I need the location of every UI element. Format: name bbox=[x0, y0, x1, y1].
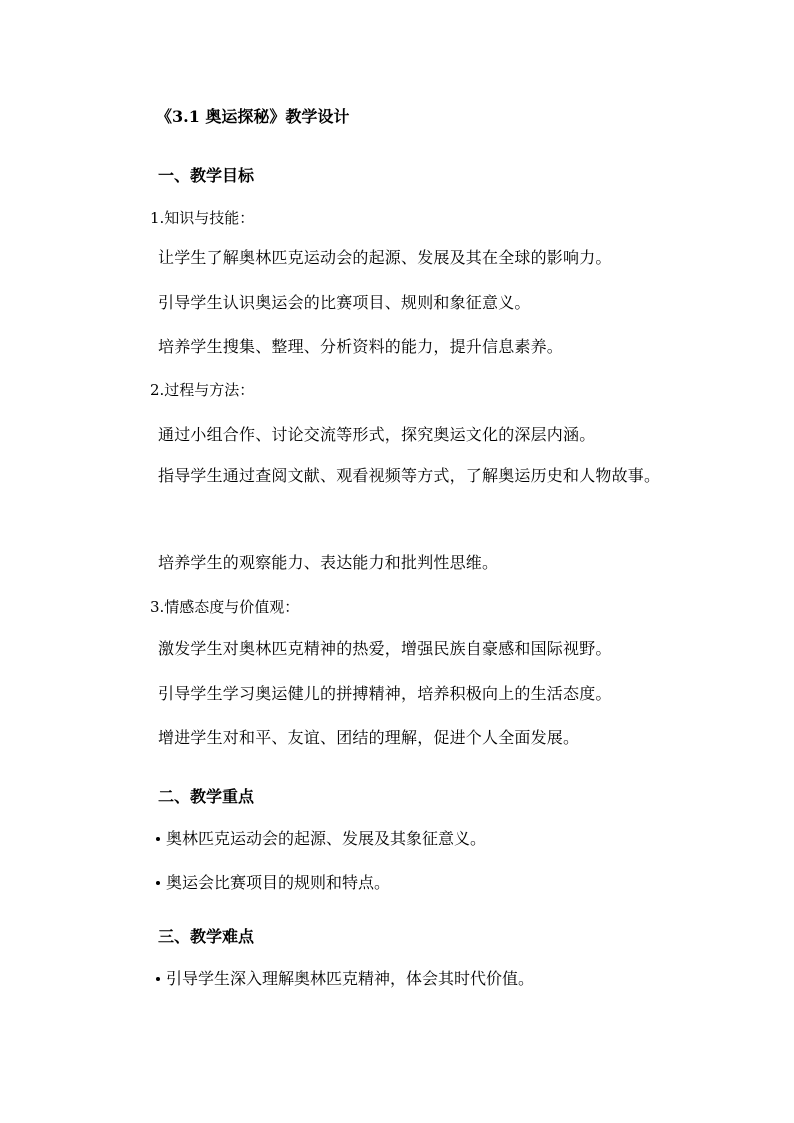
bullet-icon bbox=[156, 881, 160, 885]
subheading-knowledge-skills: 1.知识与技能： bbox=[150, 209, 255, 227]
document-title: 《3.1 奥运探秘》教学设计 bbox=[156, 107, 350, 126]
list-item-text: 引导学生深入理解奥林匹克精神，体会其时代价值。 bbox=[166, 969, 535, 988]
paragraph: 引导学生认识奥运会的比赛项目、规则和象征意义。 bbox=[158, 293, 531, 312]
list-item bbox=[156, 870, 390, 893]
paragraph: 通过小组合作、讨论交流等形式，探究奥运文化的深层内涵。 bbox=[158, 425, 596, 444]
list-item-text: 奥林匹克运动会的起源、发展及其象征意义。 bbox=[166, 829, 487, 848]
section-heading-objectives: 一、教学目标 bbox=[158, 166, 255, 185]
section-heading-difficulties: 三、教学难点 bbox=[158, 927, 255, 946]
subheading-process-methods: 2.过程与方法： bbox=[150, 381, 255, 399]
list-item bbox=[156, 826, 486, 849]
bullet-icon bbox=[156, 837, 160, 841]
bullet-icon bbox=[156, 977, 160, 981]
paragraph: 引导学生学习奥运健儿的拼搏精神，培养积极向上的生活态度。 bbox=[158, 684, 612, 703]
section-heading-key-points: 二、教学重点 bbox=[158, 787, 255, 806]
paragraph: 增进学生对和平、友谊、团结的理解，促进个人全面发展。 bbox=[158, 728, 580, 747]
list-item bbox=[156, 966, 534, 989]
list-item-text: 奥运会比赛项目的规则和特点。 bbox=[166, 873, 391, 892]
paragraph: 激发学生对奥林匹克精神的热爱，增强民族自豪感和国际视野。 bbox=[158, 639, 612, 658]
paragraph: 培养学生的观察能力、表达能力和批判性思维。 bbox=[158, 553, 499, 572]
subheading-emotion-values: 3.情感态度与价值观： bbox=[150, 598, 300, 616]
paragraph: 指导学生通过查阅文献、观看视频等方式，了解奥运历史和人物故事。 bbox=[158, 466, 661, 485]
paragraph: 培养学生搜集、整理、分析资料的能力，提升信息素养。 bbox=[158, 337, 564, 356]
paragraph: 让学生了解奥林匹克运动会的起源、发展及其在全球的影响力。 bbox=[158, 248, 612, 267]
